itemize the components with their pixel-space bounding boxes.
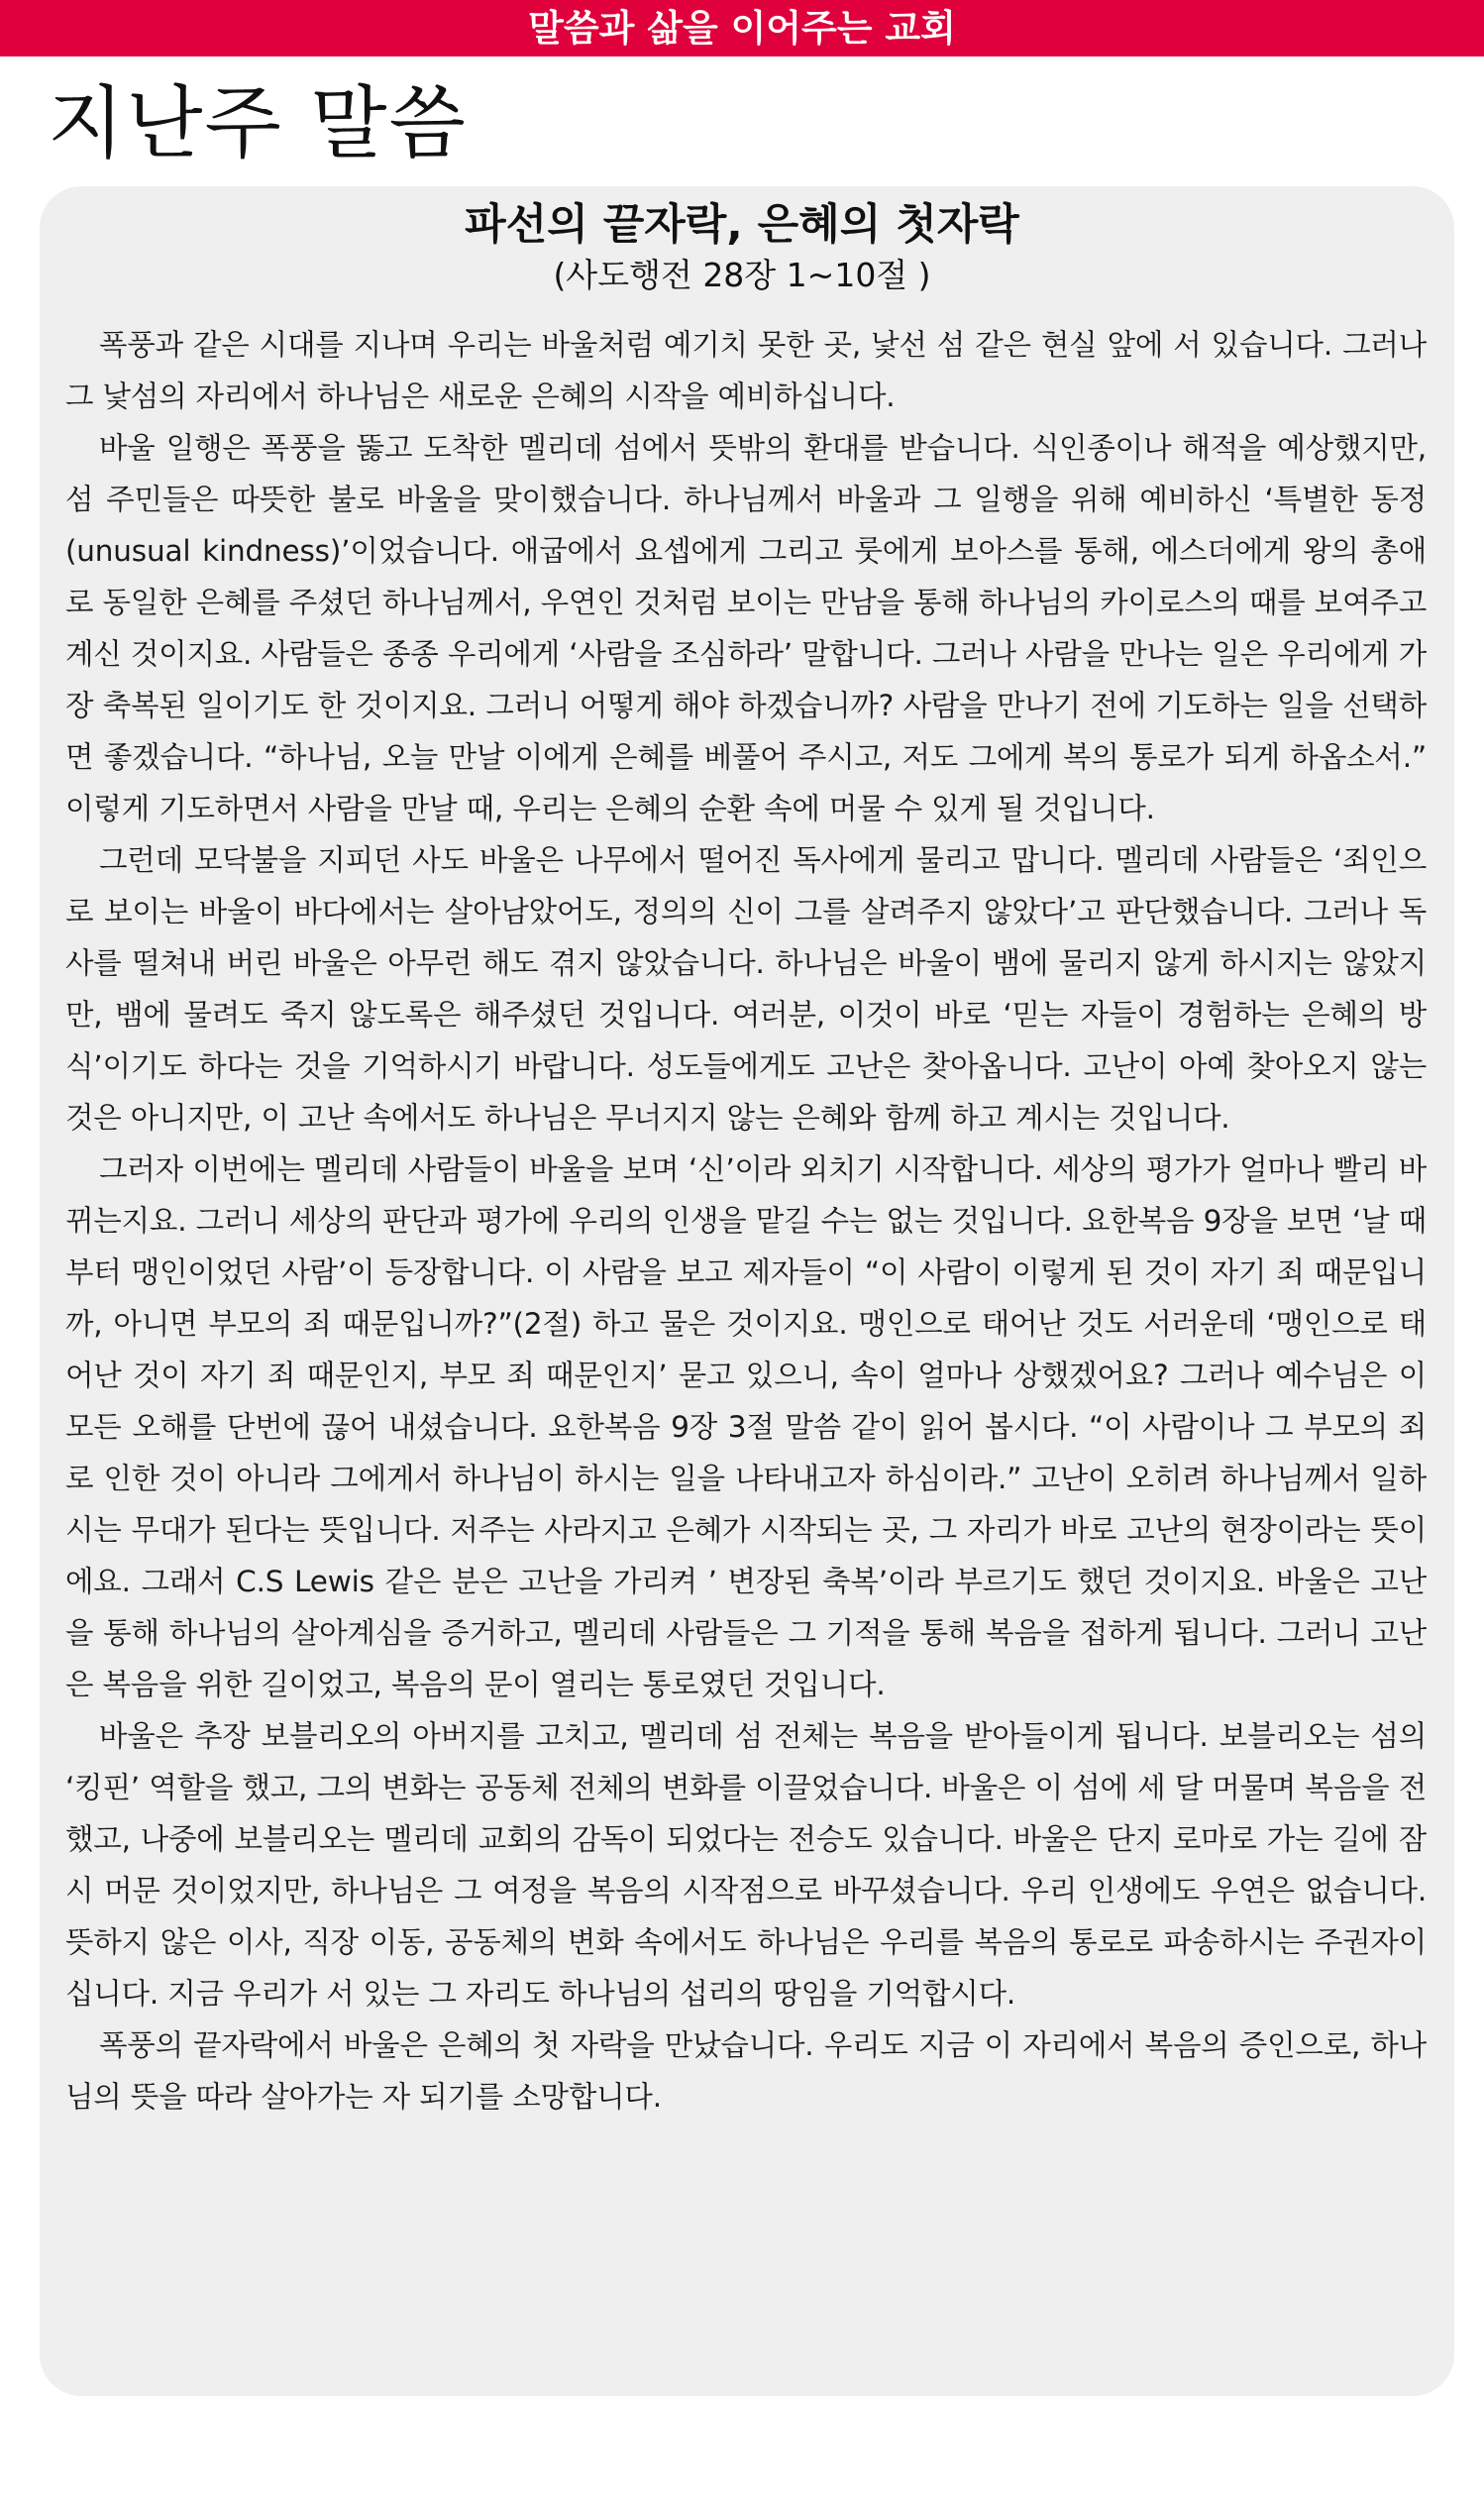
sermon-paragraph: 폭풍과 같은 시대를 지나며 우리는 바울처럼 예기치 못한 곳, 낯선 섬 같은 현실 앞에 서 있습니다. 그러나 그 낯섬의 자리에서 하나님은 새로운 은혜의 시작을 예비하십니다. [65,328,1427,413]
sermon-title: 파선의 끝자락, 은혜의 첫자락 [465,200,1019,250]
sermon-paragraph: 폭풍의 끝자락에서 바울은 은혜의 첫 자락을 만났습니다. 우리도 지금 이 자리에서 복음의 증인으로, 하나님의 뜻을 따라 살아가는 자 되기를 소망합니다. [65,2028,1427,2114]
sermon-paragraph: 그러자 이번에는 멜리데 사람들이 바울을 보며 ‘신’이라 외치기 시작합니다. 세상의 평가가 얼마나 빨리 바뀌는지요. 그러니 세상의 판단과 평가에 우리의 인생을 맡길 수는 없는 것입니다. 요한복음 9장을 보면 ‘날 때부터 맹인이었던 사람’이 등장합니다. 이 사람을 보고 제자들이 “이 사람이 이렇게 된 것이 자기 죄 때문입니까, 아니면 부모의 죄 때문입니까?”(2절) 하고 물은 것이지요. 맹인으로 태어난 것도 서러운데 ‘맹인으로 태어난 것이 자기 죄 때문인지, 부모 죄 때문인지’ 묻고 있으니, 속이 얼마나 상했겠어요? 그러나 예수님은 이 모든 오해를 단번에 끊어 내셨습니다. 요한복음 9장 3절 말씀 같이 읽어 봅시다. “이 사람이나 그 부모의 죄로 인한 것이 아니라 그에게서 하나님이 하시는 일을 나타내고자 하심이라.” 고난이 오히려 하나님께서 일하시는 무대가 된다는 뜻입니다. 저주는 사라지고 은혜가 시작되는 곳, 그 자리가 바로 고난의 현장이라는 뜻이에요. 그래서 C.S Lewis 같은 분은 고난을 가리켜 ’ 변장된 축복’이라 부르기도 했던 것이지요. 바울은 고난을 통해 하나님의 살아계심을 증거하고, 멜리데 사람들은 그 기적을 통해 복음을 접하게 됩니다. 그러니 고난은 복음을 위한 길이었고, 복음의 문이 열리는 통로였던 것입니다. [65,1152,1427,1701]
scripture-reference: (사도행전 28장 1~10절 ) [553,256,931,294]
section-title: 지난주 말씀 [48,77,468,169]
church-motto-banner: 말씀과 삶을 이어주는 교회 [0,0,1484,56]
sermon-body [65,319,1427,2123]
sermon-paragraph: 그런데 모닥불을 지피던 사도 바울은 나무에서 떨어진 독사에게 물리고 맙니다. 멜리데 사람들은 ‘죄인으로 보이는 바울이 바다에서는 살아남았어도, 정의의 신이 그를 살려주지 않았다’고 판단했습니다. 그러나 독사를 떨쳐내 버린 바울은 아무런 해도 겪지 않았습니다. 하나님은 바울이 뱀에 물리지 않게 하시지는 않았지만, 뱀에 물려도 죽지 않도록은 해주셨던 것입니다. 여러분, 이것이 바로 ‘믿는 자들이 경험하는 은혜의 방식’이기도 하다는 것을 기억하시기 바랍니다. 성도들에게도 고난은 찾아옵니다. 고난이 아예 찾아오지 않는 것은 아니지만, 이 고난 속에서도 하나님은 무너지지 않는 은혜와 함께 하고 계시는 것입니다. [65,843,1427,1135]
sermon-paragraph: 바울은 추장 보블리오의 아버지를 고치고, 멜리데 섬 전체는 복음을 받아들이게 됩니다. 보블리오는 섬의 ‘킹핀’ 역할을 했고, 그의 변화는 공동체 전체의 변화를 이끌었습니다. 바울은 이 섬에 세 달 머물며 복음을 전했고, 나중에 보블리오는 멜리데 교회의 감독이 되었다는 전승도 있습니다. 바울은 단지 로마로 가는 길에 잠시 머문 것이었지만, 하나님은 그 여정을 복음의 시작점으로 바꾸셨습니다. 우리 인생에도 우연은 없습니다. 뜻하지 않은 이사, 직장 이동, 공동체의 변화 속에서도 하나님은 우리를 복음의 통로로 파송하시는 주권자이십니다. 지금 우리가 서 있는 그 자리도 하나님의 섭리의 땅임을 기억합시다. [65,1719,1427,2011]
sermon-paragraph: 바울 일행은 폭풍을 뚫고 도착한 멜리데 섬에서 뜻밖의 환대를 받습니다. 식인종이나 해적을 예상했지만, 섬 주민들은 따뜻한 불로 바울을 맞이했습니다. 하나님께서 바울과 그 일행을 위해 예비하신 ‘특별한 동정(unusual kindness)’이었습니다. 애굽에서 요셉에게 그리고 룻에게 보아스를 통해, 에스더에게 왕의 총애로 동일한 은혜를 주셨던 하나님께서, 우연인 것처럼 보이는 만남을 통해 하나님의 카이로스의 때를 보여주고 계신 것이지요. 사람들은 종종 우리에게 ‘사람을 조심하라’ 말합니다. 그러나 사람을 만나는 일은 우리에게 가장 축복된 일이기도 한 것이지요. 그러니 어떻게 해야 하겠습니까? 사람을 만나기 전에 기도하는 일을 선택하면 좋겠습니다. “하나님, 오늘 만날 이에게 은혜를 베풀어 주시고, 저도 그에게 복의 통로가 되게 하옵소서.” 이렇게 기도하면서 사람을 만날 때, 우리는 은혜의 순환 속에 머물 수 있게 될 것입니다. [65,431,1427,825]
